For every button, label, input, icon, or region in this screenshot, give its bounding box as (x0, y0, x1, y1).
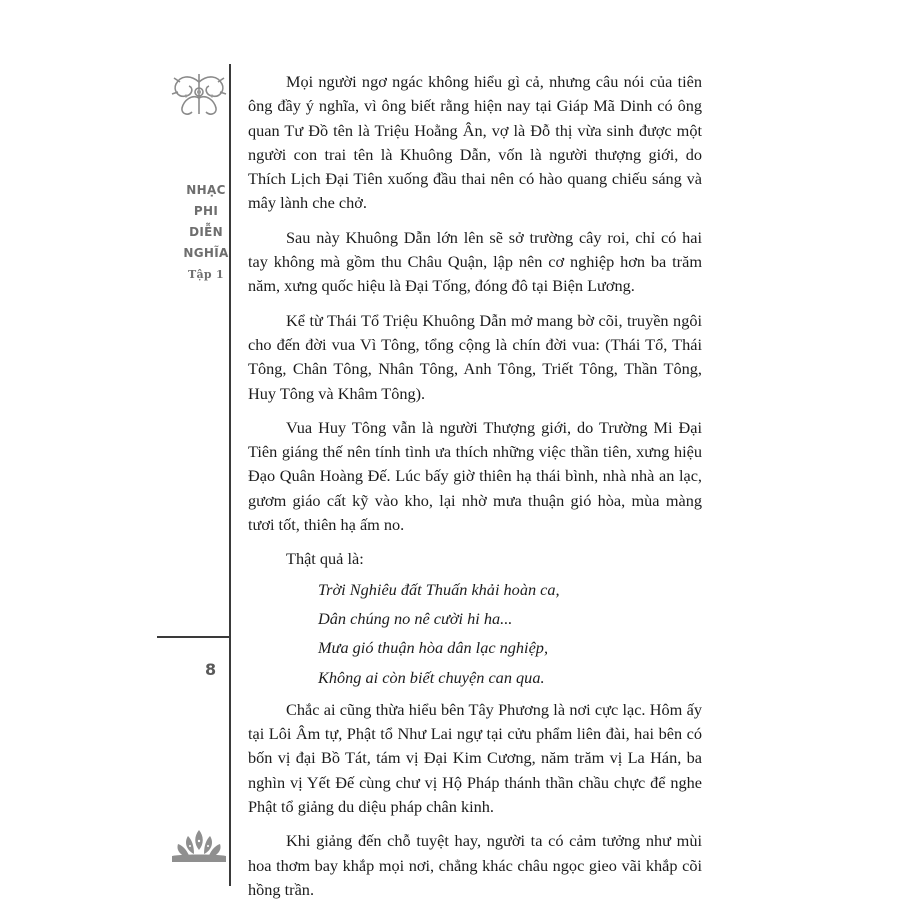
book-title-line: DIỄN (189, 225, 223, 239)
book-title-line: PHI (193, 204, 219, 218)
dragon-ornament-icon (170, 68, 228, 120)
poem-intro: Thật quả là: (286, 549, 364, 569)
poem-line: Trời Nghiêu đất Thuấn khải hoàn ca, (318, 579, 560, 599)
poem-line: Dân chúng no nê cười hi ha... (318, 608, 513, 628)
lotus-ornament-icon (170, 826, 228, 866)
page-number-divider (157, 636, 230, 638)
book-title (178, 180, 234, 285)
poem-line: Không ai còn biết chuyện can qua. (318, 667, 545, 687)
book-title-line: NGHĨA (183, 246, 229, 260)
book-title-line: NHẠC (186, 183, 226, 197)
volume-label: Tập 1 (188, 268, 224, 281)
paragraph: Mọi người ngơ ngác không hiểu gì cả, nhưng câu nói của tiên ông đầy ý nghĩa, vì ông biết rằng hiện nay tại Giáp Mã Dinh có ông quan Tư Đồ tên là Triệu Hoằng Ân, vợ là Đỗ thị vừa sinh được một người con trai tên là Khuông Dẫn, vốn là người thượng giới, do Thích Lịch Đại Tiên xuống đầu thai nên có hào quang chiếu sáng và mây lành che chở. (248, 72, 702, 213)
paragraph: Chắc ai cũng thừa hiểu bên Tây Phương là nơi cực lạc. Hôm ấy tại Lôi Âm tự, Phật tổ Như Lai ngự tại cửu phẩm liên đài, hai bên có bốn vị đại Bồ Tát, tám vị Đại Kim Cương, năm trăm vị La Hán, ba nghìn vị Yết Đế cùng chư vị Hộ Pháp thánh thần chầu chực để nghe Phật tổ giảng du diệu pháp chân kinh. (248, 699, 702, 817)
paragraph: Kể từ Thái Tổ Triệu Khuông Dẫn mở mang bờ cõi, truyền ngôi cho đến đời vua Vì Tông, tổng cộng là chín đời vua: (Thái Tổ, Thái Tông, Chân Tông, Nhân Tông, Anh Tông, Triết Tông, Thần Tông, Huy Tông và Khâm Tông). (248, 310, 702, 403)
poem-line: Mưa gió thuận hòa dân lạc nghiệp, (318, 638, 549, 658)
paragraph: Sau này Khuông Dẫn lớn lên sẽ sở trường cây roi, chỉ có hai tay không mà gồm thu Châu Quận, lập nên cơ nghiệp hơn ba trăm năm, xưng quốc hiệu là Đại Tống, đóng đô tại Biện Lương. (248, 227, 702, 296)
page-number: 8 (205, 660, 217, 679)
page-sidebar (0, 0, 232, 922)
paragraph: Khi giảng đến chỗ tuyệt hay, người ta có cảm tưởng như mùi hoa thơm bay khắp mọi nơi, chẳng khác châu ngọc gieo vãi khắp cõi hồng trần. (248, 831, 702, 899)
paragraph: Vua Huy Tông vẫn là người Thượng giới, do Trường Mi Đại Tiên giáng thế nên tính tình ưa thích những việc thần tiên, xưng hiệu Đạo Quân Hoàng Đế. Lúc bấy giờ thiên hạ thái bình, nhà nhà an lạc, gươm giáo cất kỹ vào kho, lại nhờ mưa thuận gió hòa, mùa màng tươi tốt, thiên hạ ấm no. (248, 417, 702, 535)
poem (248, 578, 702, 690)
page-content (248, 70, 702, 912)
